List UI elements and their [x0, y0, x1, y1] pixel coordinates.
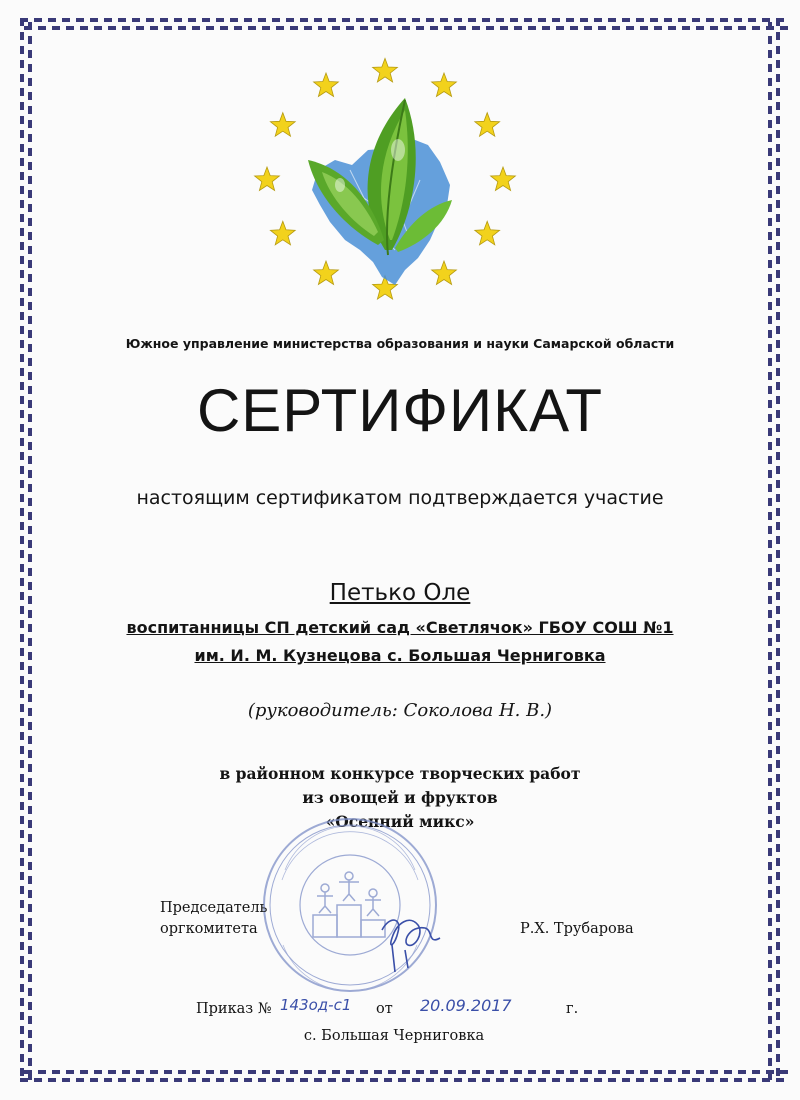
location-text: с. Большая Черниговка: [303, 1028, 485, 1044]
order-year-suffix: г.: [566, 1001, 579, 1017]
institution-line-1: воспитанницы СП детский сад «Светлячок» ГБОУ СОШ №1: [126, 618, 674, 637]
contest-line-3: «Осенний микс»: [325, 812, 475, 831]
signature-label-line-1: Председатель: [160, 900, 268, 916]
organization-name: Южное управление министерства образования и науки Самарской области: [125, 336, 675, 351]
signatory-name: Р.Х. Трубарова: [520, 921, 634, 937]
intro-text: настоящим сертификатом подтверждается участие: [136, 487, 664, 509]
page-title: СЕРТИФИКАТ: [196, 377, 604, 444]
signature-label: [160, 898, 267, 940]
order-from: от: [376, 1001, 393, 1017]
contest-line-1: в районном конкурсе творческих работ: [219, 764, 581, 783]
leader-text: (руководитель: Соколова Н. В.): [247, 700, 553, 721]
recipient-name: Петько Оле: [329, 580, 471, 606]
order-date: 20.09.2017: [420, 996, 512, 1015]
contest-line-2: из овощей и фруктов: [302, 788, 498, 807]
signature-label-line-2: оргкомитета: [160, 921, 258, 937]
order-number: 143од-с1: [280, 996, 352, 1014]
order-prefix: Приказ №: [196, 1001, 272, 1017]
institution-line-2: им. И. М. Кузнецова с. Большая Черниговка: [194, 646, 606, 665]
